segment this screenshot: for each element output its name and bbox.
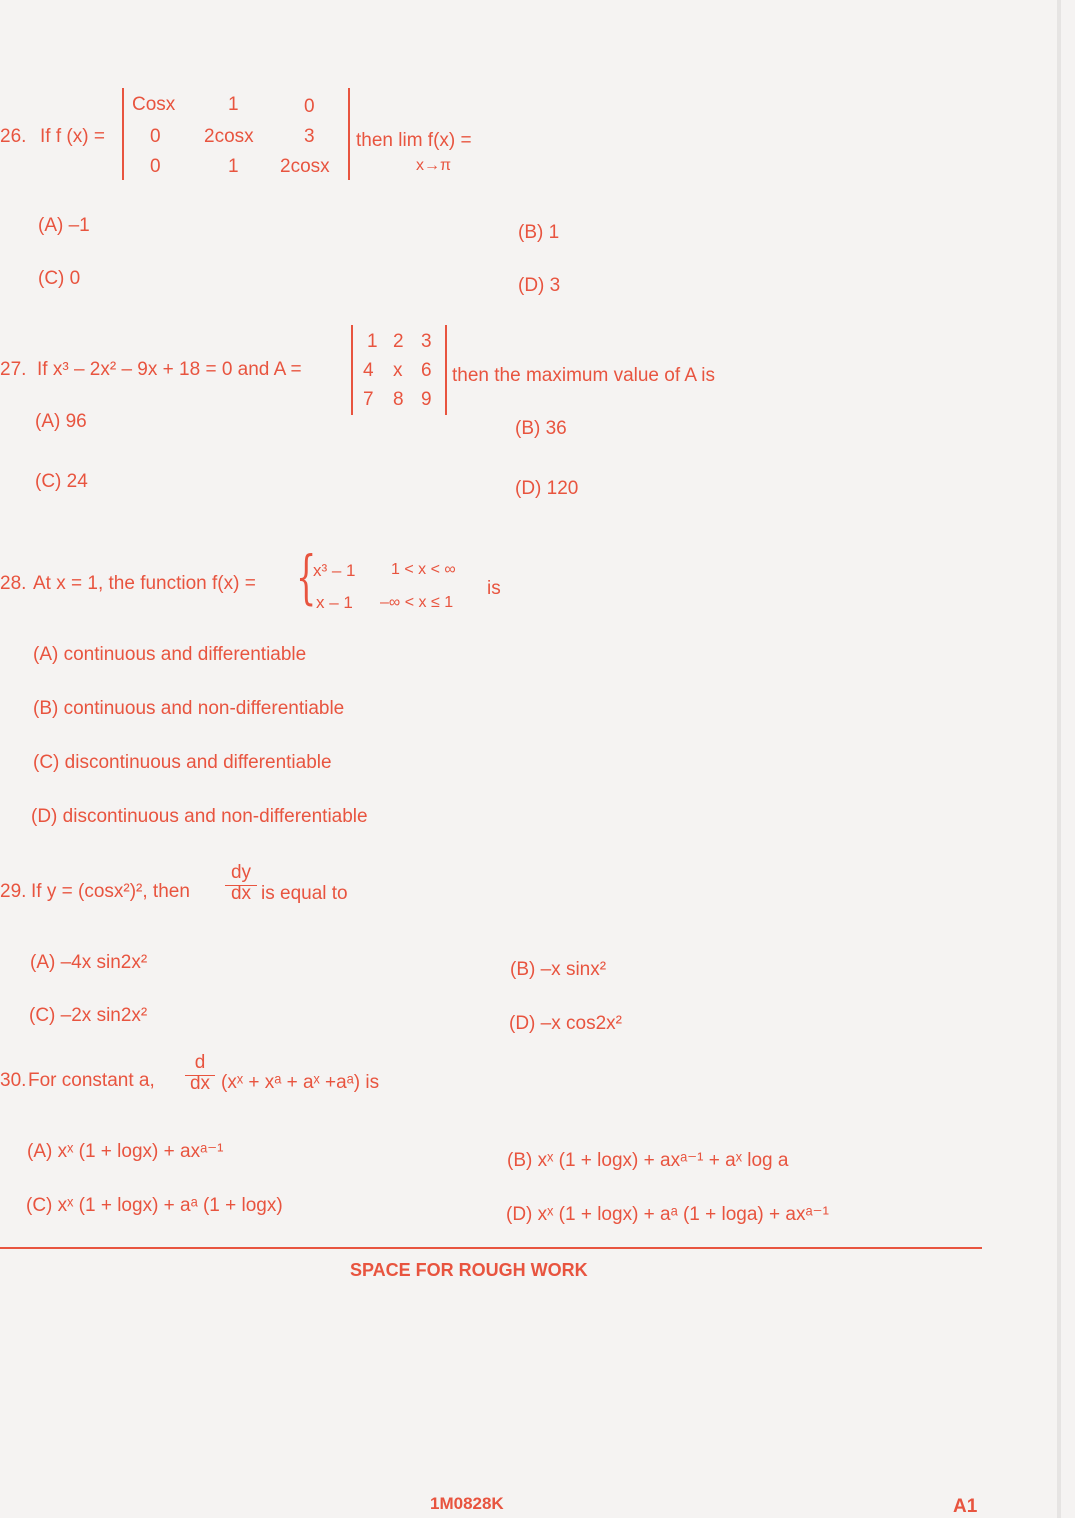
fraction-denominator: dx (230, 883, 252, 904)
option-b[interactable]: (B) 1 (518, 222, 560, 243)
then-limit: then lim f(x) = (356, 130, 472, 151)
option-c[interactable]: (C) 0 (38, 268, 81, 289)
derivative-fraction (185, 1052, 215, 1095)
option-d[interactable]: (D) xˣ (1 + logx) + aᵃ (1 + loga) + axᵃ⁻¹ (506, 1204, 829, 1225)
case1-condition: 1 < x < ∞ (391, 561, 456, 578)
question-number: 26. (0, 126, 27, 147)
fraction-denominator: dx (189, 1073, 211, 1094)
question-lead: If x³ – 2x² – 9x + 18 = 0 and A = (37, 359, 302, 380)
matrix-cell: 0 (304, 96, 315, 117)
case2-expression: x – 1 (316, 593, 353, 612)
question-tail: is (487, 578, 501, 599)
question-number: 30. (0, 1070, 27, 1091)
question-lead: If y = (cosx²)², then (31, 881, 190, 902)
matrix-cell: 6 (421, 360, 432, 381)
determinant (122, 88, 350, 180)
option-d[interactable]: (D) 120 (515, 478, 579, 499)
option-b[interactable]: (B) –x sinx² (510, 959, 607, 980)
footer-page-number: A1 (953, 1496, 978, 1517)
matrix-cell: 9 (421, 389, 432, 410)
matrix-cell: 2 (393, 331, 404, 352)
matrix-cell: 1 (228, 156, 239, 177)
option-a[interactable]: (A) 96 (35, 411, 87, 432)
question-lead: If f (x) = (40, 126, 105, 147)
then-text: then the maximum value of A is (452, 365, 715, 386)
fraction-numerator: d (194, 1052, 206, 1073)
option-a[interactable]: (A) –4x sin2x² (30, 952, 148, 973)
matrix-cell: x (393, 360, 403, 381)
option-c[interactable]: (C) discontinuous and differentiable (33, 752, 332, 773)
question-lead: At x = 1, the function f(x) = (33, 573, 256, 594)
option-c[interactable]: (C) xˣ (1 + logx) + aᵃ (1 + logx) (26, 1195, 283, 1216)
derivative-fraction (225, 862, 257, 905)
case1-expression: x³ – 1 (313, 561, 356, 580)
matrix-cell: 8 (393, 389, 404, 410)
divider-line (0, 1247, 982, 1249)
matrix-cell: 7 (363, 389, 374, 410)
question-number: 27. (0, 359, 27, 380)
matrix-cell: 3 (304, 126, 315, 147)
option-d[interactable]: (D) –x cos2x² (509, 1013, 622, 1034)
matrix-cell: 0 (150, 126, 161, 147)
limit-subscript: x→π (416, 157, 452, 174)
fraction-numerator: dy (230, 862, 252, 883)
question-tail: (xˣ + xᵃ + aˣ +aᵃ) is (221, 1072, 380, 1093)
left-brace: { (296, 543, 317, 611)
matrix-cell: 1 (367, 331, 378, 352)
rough-work-heading: SPACE FOR ROUGH WORK (350, 1260, 588, 1280)
option-a[interactable]: (A) xˣ (1 + logx) + axᵃ⁻¹ (27, 1141, 224, 1162)
matrix-cell: 0 (150, 156, 161, 177)
question-number: 29. (0, 881, 27, 902)
question-number: 28. (0, 573, 27, 594)
footer-code: 1M0828K (430, 1494, 504, 1513)
question-tail: is equal to (261, 883, 348, 904)
matrix-cell: 2cosx (204, 126, 254, 147)
question-lead: For constant a, (28, 1070, 155, 1091)
option-d[interactable]: (D) discontinuous and non-differentiable (31, 806, 368, 827)
option-a[interactable]: (A) continuous and differentiable (33, 644, 307, 665)
option-b[interactable]: (B) xˣ (1 + logx) + axᵃ⁻¹ + aˣ log a (507, 1150, 789, 1171)
matrix-cell: 1 (228, 94, 239, 115)
matrix-cell: 4 (363, 360, 374, 381)
option-a[interactable]: (A) –1 (38, 215, 90, 236)
page-edge (1057, 0, 1061, 1518)
option-d[interactable]: (D) 3 (518, 275, 561, 296)
matrix-cell: Cosx (132, 94, 176, 115)
matrix-cell: 3 (421, 331, 432, 352)
case2-condition: –∞ < x ≤ 1 (380, 594, 454, 611)
option-c[interactable]: (C) 24 (35, 471, 88, 492)
matrix-cell: 2cosx (280, 156, 330, 177)
option-b[interactable]: (B) continuous and non-differentiable (33, 698, 345, 719)
option-b[interactable]: (B) 36 (515, 418, 567, 439)
determinant (351, 325, 447, 415)
option-c[interactable]: (C) –2x sin2x² (29, 1005, 148, 1026)
